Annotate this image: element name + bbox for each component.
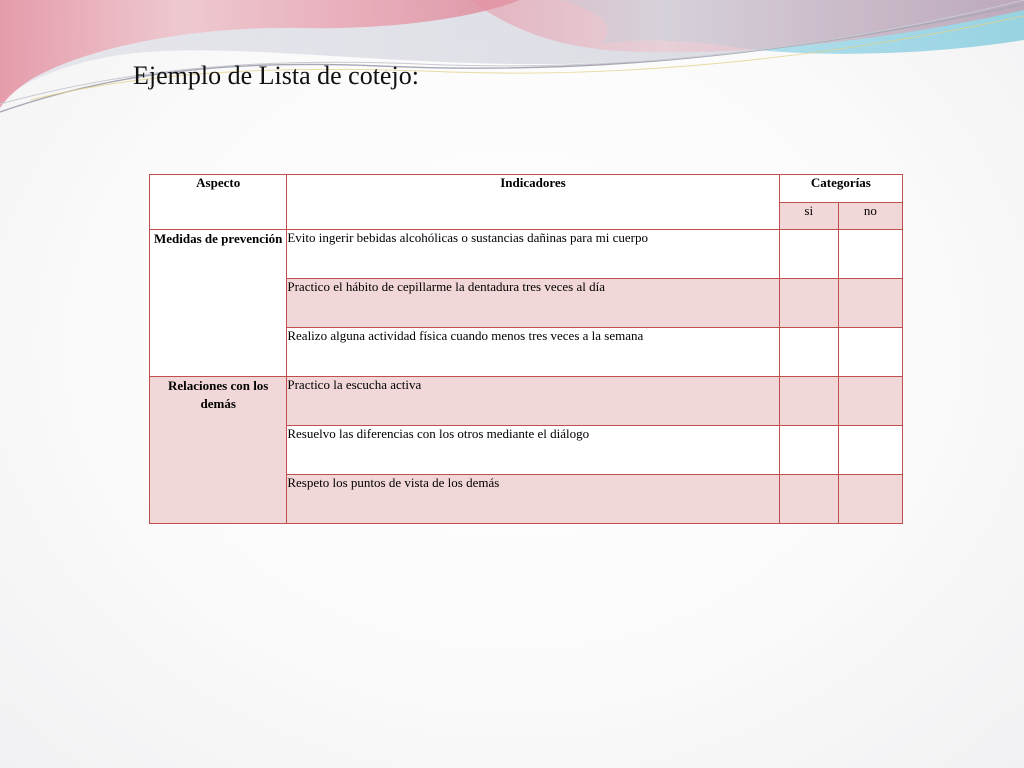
table-header-row — [150, 175, 903, 203]
indicator-cell: Practico el hábito de cepillarme la dentadura tres veces al día — [287, 279, 779, 328]
slide-title: Ejemplo de Lista de cotejo: — [133, 61, 419, 90]
indicator-cell: Evito ingerir bebidas alcohólicas o sustancias dañinas para mi cuerpo — [287, 230, 779, 279]
checklist-table — [149, 174, 903, 524]
check-cell-si[interactable] — [779, 328, 838, 377]
check-cell-no[interactable] — [838, 475, 902, 524]
check-cell-no[interactable] — [838, 230, 902, 279]
check-cell-si[interactable] — [779, 475, 838, 524]
header-no: no — [838, 203, 902, 230]
check-cell-no[interactable] — [838, 279, 902, 328]
check-cell-no[interactable] — [838, 426, 902, 475]
indicator-cell: Respeto los puntos de vista de los demás — [287, 475, 779, 524]
indicator-cell: Realizo alguna actividad física cuando menos tres veces a la semana — [287, 328, 779, 377]
header-categorias: Categorías — [779, 175, 902, 203]
indicator-cell: Practico la escucha activa — [287, 377, 779, 426]
check-cell-no[interactable] — [838, 377, 902, 426]
header-aspecto: Aspecto — [150, 175, 287, 230]
table-row — [150, 377, 903, 426]
header-indicadores: Indicadores — [287, 175, 779, 230]
aspect-cell-prevencion: Medidas de prevención — [150, 230, 287, 377]
header-si: si — [779, 203, 838, 230]
check-cell-si[interactable] — [779, 230, 838, 279]
table-row — [150, 230, 903, 279]
check-cell-si[interactable] — [779, 279, 838, 328]
check-cell-no[interactable] — [838, 328, 902, 377]
aspect-cell-relaciones: Relaciones con los demás — [150, 377, 287, 524]
check-cell-si[interactable] — [779, 377, 838, 426]
indicator-cell: Resuelvo las diferencias con los otros mediante el diálogo — [287, 426, 779, 475]
check-cell-si[interactable] — [779, 426, 838, 475]
